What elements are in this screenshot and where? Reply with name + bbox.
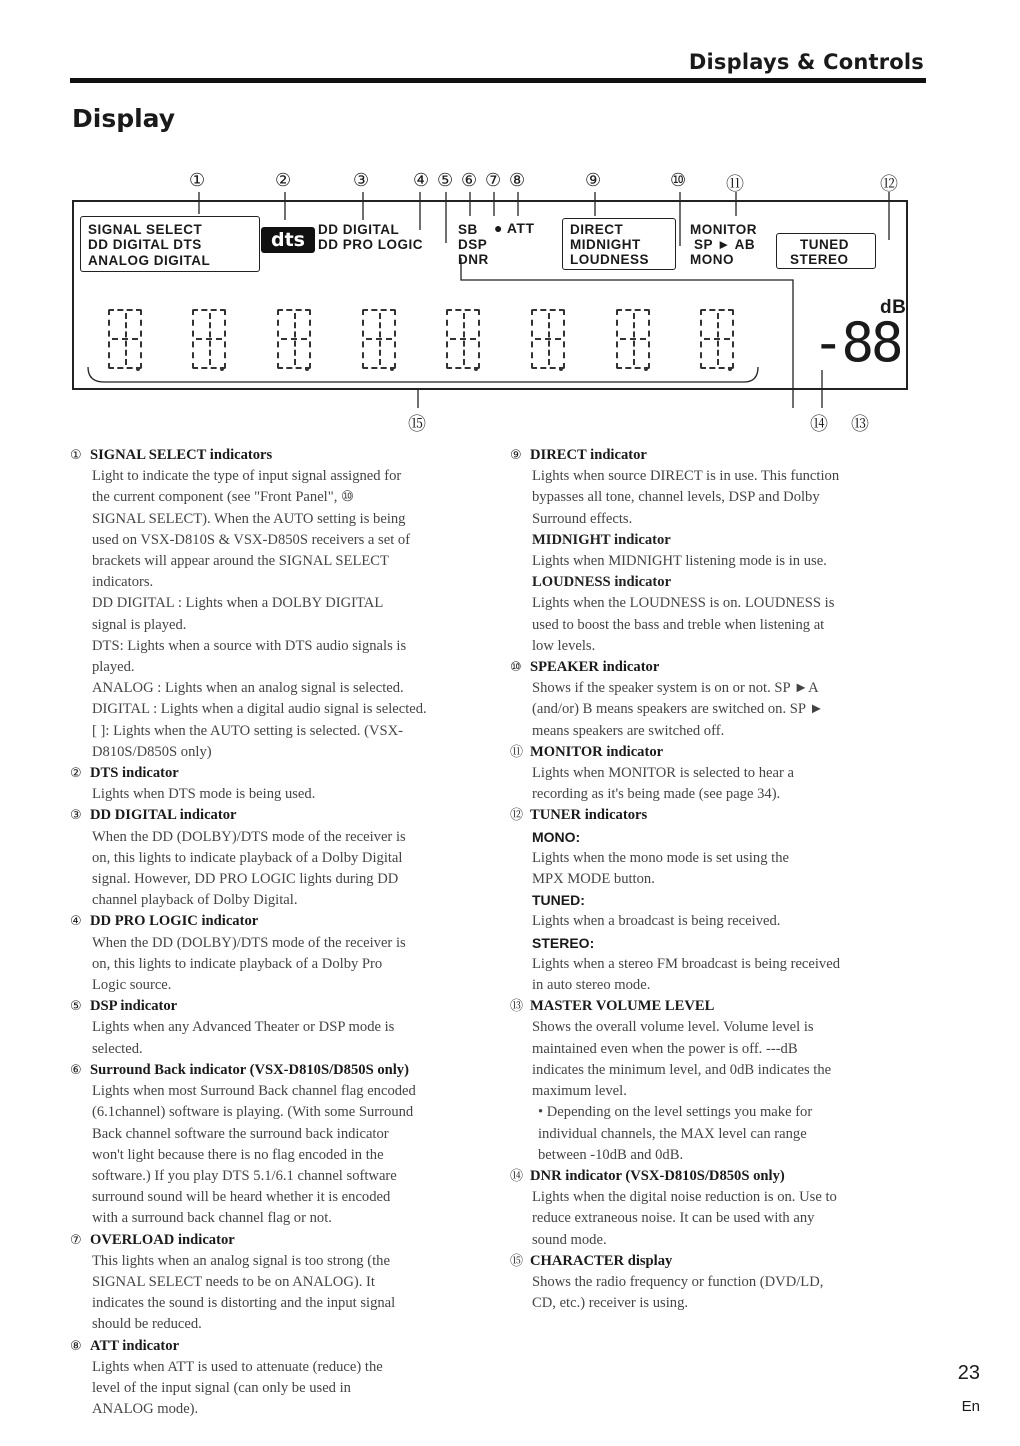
digital-dts-label: DD DIGITAL DTS [88,237,202,252]
body-line: Lights when DTS mode is being used. [92,786,316,803]
speaker-ab-label: SP ► AB [694,237,756,252]
item-heading [70,911,490,932]
subheading: MIDNIGHT indicator [532,531,671,548]
body-line: sound mode. [532,1231,607,1248]
callout-number: ⑭ [510,1168,524,1184]
body-line: Lights when any Advanced Theater or DSP mode is [92,1019,395,1036]
body-line: used to boost the bass and treble when listening at [532,616,825,633]
body-line: with a surround back channel flag or not. [92,1210,332,1227]
body-line: DD DIGITAL : Lights when a DOLBY DIGITAL [92,595,384,612]
body-line: signal is played. [92,616,187,633]
callout-14: ⑭ [810,414,828,435]
body-line: maximum level. [532,1083,627,1100]
body-line: Surround effects. [532,510,633,527]
body-line: software.) If you play DTS 5.1/6.1 channel software [92,1167,397,1184]
body-line: maintained even when the power is off. ---dB [532,1040,798,1057]
body-line: Lights when most Surround Back channel flag encoded [92,1083,416,1100]
body-line: DIGITAL : Lights when a digital audio signal is selected. [92,701,427,718]
body-line: used on VSX-D810S & VSX-D850S receivers a set of [92,531,411,548]
body-line: Lights when MONITOR is selected to hear a [532,765,794,782]
body-line: When the DD (DOLBY)/DTS mode of the receiver is [92,828,406,845]
item-heading [70,763,490,784]
body-line: surround sound will be heard whether it is encoded [92,1189,391,1206]
bullet-line: • Depending on the level settings you make for [538,1104,813,1121]
body-line: CD, etc.) receiver is using. [532,1295,689,1312]
body-line: in auto stereo mode. [532,977,651,994]
callout-number: ⑥ [70,1062,82,1078]
callout-12: ⑫ [880,174,898,195]
body-line: brackets will appear around the SIGNAL SELECT [92,553,389,570]
dnr-label: DNR [458,252,489,267]
callout-10: ⑩ [670,170,687,191]
callout-2: ② [275,170,292,191]
item-heading [510,996,930,1017]
callout-3: ③ [353,170,370,191]
body-line: channel playback of Dolby Digital. [92,892,298,909]
body-line: D810S/D850S only) [92,743,212,760]
heading-text: DSP indicator [90,998,178,1015]
heading-text: DD DIGITAL indicator [90,807,237,824]
callout-number: ⑦ [70,1232,82,1248]
dd-digital-label: DD DIGITAL [318,222,400,237]
analog-digital-label: ANALOG DIGITAL [88,253,211,268]
mono-label: MONO [690,252,734,267]
body-line: Shows the radio frequency or function (DVD/LD, [532,1273,824,1290]
body-line: the current component (see "Front Panel", ⑩ [92,489,355,506]
callout-number: ⑧ [70,1338,82,1354]
callout-number: ⑪ [510,744,524,760]
callout-15: ⑮ [408,414,426,435]
body-line: indicators. [92,574,154,591]
left-column [70,445,490,1420]
heading-text: ATT indicator [90,1337,180,1354]
callout-number: ⑤ [70,999,82,1015]
body-line: Lights when MIDNIGHT listening mode is in use. [532,553,827,570]
heading-text: TUNER indicators [530,807,648,824]
callout-6: ⑥ [461,170,478,191]
dd-pro-logic-label: DD PRO LOGIC [318,237,424,252]
heading-text: SIGNAL SELECT indicators [90,447,273,463]
body-line: played. [92,659,135,676]
att-label: ● ATT [494,220,535,236]
callout-number: ① [70,448,82,463]
body-line: Shows if the speaker system is on or not. SP ►A [532,680,819,697]
body-line: ANALOG : Lights when an analog signal is selected. [92,680,404,697]
body-line: bypasses all tone, channel levels, DSP and Dolby [532,489,820,506]
callout-4: ④ [413,170,430,191]
body-line: Lights when the LOUDNESS is on. LOUDNESS is [532,595,835,612]
item-heading [70,1060,490,1081]
body-line: [ ]: Lights when the AUTO setting is selected. (VSX- [92,722,404,739]
body-line: Lights when a broadcast is being received. [532,913,781,930]
body-line: Lights when the mono mode is set using the [532,849,789,866]
body-line: should be reduced. [92,1316,202,1333]
callout-5: ⑤ [437,170,454,191]
body-line: (6.1channel) software is playing. (With some Surround [92,1104,414,1121]
db-label: dB [880,297,907,318]
subheading: LOUDNESS indicator [532,574,672,591]
heading-text: DTS indicator [90,765,179,782]
body-line: DTS: Lights when a source with DTS audio signals is [92,637,407,654]
body-line: ANALOG mode). [92,1401,199,1418]
heading-text: Surround Back indicator (VSX-D810S/D850S only) [90,1061,409,1078]
item-heading [510,742,930,763]
item-heading [70,1230,490,1251]
body-line: Back channel software the surround back indicator [92,1125,389,1142]
body-line: Light to indicate the type of input signal assigned for [92,468,402,485]
right-column [510,445,930,1314]
item-heading [70,805,490,826]
loudness-label: LOUDNESS [570,252,650,267]
body-line: selected. [92,1040,143,1057]
dsp-label: DSP [458,237,488,252]
body-line: indicates the sound is distorting and the input signal [92,1295,396,1312]
bullet-line: between -10dB and 0dB. [538,1146,684,1163]
callout-number: ⑨ [510,448,522,463]
callout-number: ⑮ [510,1253,524,1269]
bullet-line: individual channels, the MAX level can range [538,1125,807,1142]
callout-1: ① [189,170,206,191]
body-line: SIGNAL SELECT needs to be on ANALOG). It [92,1273,375,1290]
body-line: When the DD (DOLBY)/DTS mode of the receiver is [92,934,406,951]
body-line: low levels. [532,637,596,654]
item-heading [510,1166,930,1187]
callout-number: ⑩ [510,660,522,676]
page-title: Display [72,104,176,133]
tuned-label: TUNED [800,237,849,252]
heading-text: CHARACTER display [530,1252,673,1269]
direct-label: DIRECT [570,222,624,237]
sb-label: SB [458,222,478,237]
body-line: won't light because there is no flag encoded in the [92,1146,384,1163]
item-heading [70,1336,490,1357]
item-heading [510,805,930,826]
callout-number: ④ [70,914,82,930]
language-code: En [961,1398,980,1415]
body-line: Logic source. [92,977,172,994]
body-line: means speakers are switched off. [532,722,725,739]
body-line: indicates the minimum level, and 0dB indicates the [532,1061,832,1078]
body-line: recording as it's being made (see page 34). [532,786,781,803]
callout-11: ⑪ [726,174,744,195]
item-heading [510,445,930,466]
callout-number: ③ [70,808,82,824]
subheading: MONO: [532,828,581,845]
dts-logo: dts [261,227,315,253]
body-line: reduce extraneous noise. It can be used with any [532,1210,815,1227]
heading-text: SPEAKER indicator [530,659,660,676]
section-header: Displays & Controls [688,50,924,74]
stereo-label: STEREO [790,252,849,267]
body-line: Lights when ATT is used to attenuate (reduce) the [92,1358,383,1375]
page-number: 23 [957,1362,980,1384]
callout-number: ② [70,766,82,782]
heading-text: MONITOR indicator [530,743,664,760]
body-line: level of the input signal (can only be used in [92,1379,351,1396]
item-heading [510,657,930,678]
callout-9: ⑨ [585,170,602,191]
callout-8: ⑧ [509,170,526,191]
body-line: SIGNAL SELECT). When the AUTO setting is being [92,510,406,527]
midnight-label: MIDNIGHT [570,237,641,252]
heading-text: DD PRO LOGIC indicator [90,913,259,930]
body-line: Shows the overall volume level. Volume level is [532,1019,814,1036]
body-line: MPX MODE button. [532,871,655,888]
volume-readout: -88 [812,311,901,374]
item-heading [70,445,490,466]
subheading: STEREO: [532,934,595,951]
callout-number: ⑫ [510,808,524,824]
heading-text: DIRECT indicator [530,447,647,463]
callout-7: ⑦ [485,170,502,191]
callout-13: ⑬ [851,414,869,435]
character-display-bracket [74,202,910,392]
heading-text: DNR indicator (VSX-D810S/D850S only) [530,1167,785,1184]
body-line: on, this lights to indicate playback of a Dolby Pro [92,955,383,972]
heading-text: OVERLOAD indicator [90,1231,235,1248]
body-line: Lights when source DIRECT is in use. This function [532,468,840,485]
body-line: (and/or) B means speakers are switched on. SP ► [532,701,824,718]
heading-text: MASTER VOLUME LEVEL [530,998,715,1015]
body-line: on, this lights to indicate playback of a Dolby Digital [92,849,403,866]
signal-select-label: SIGNAL SELECT [88,222,203,237]
item-heading [70,996,490,1017]
body-line: This lights when an analog signal is too strong (the [92,1252,390,1269]
monitor-label: MONITOR [690,222,757,237]
body-line: signal. However, DD PRO LOGIC lights during DD [92,871,399,888]
body-line: Lights when a stereo FM broadcast is being received [532,955,841,972]
subheading: TUNED: [532,892,585,909]
front-panel-display [72,200,908,390]
item-heading [510,1251,930,1272]
callout-number: ⑬ [510,999,524,1015]
body-line: Lights when the digital noise reduction is on. Use to [532,1189,837,1206]
